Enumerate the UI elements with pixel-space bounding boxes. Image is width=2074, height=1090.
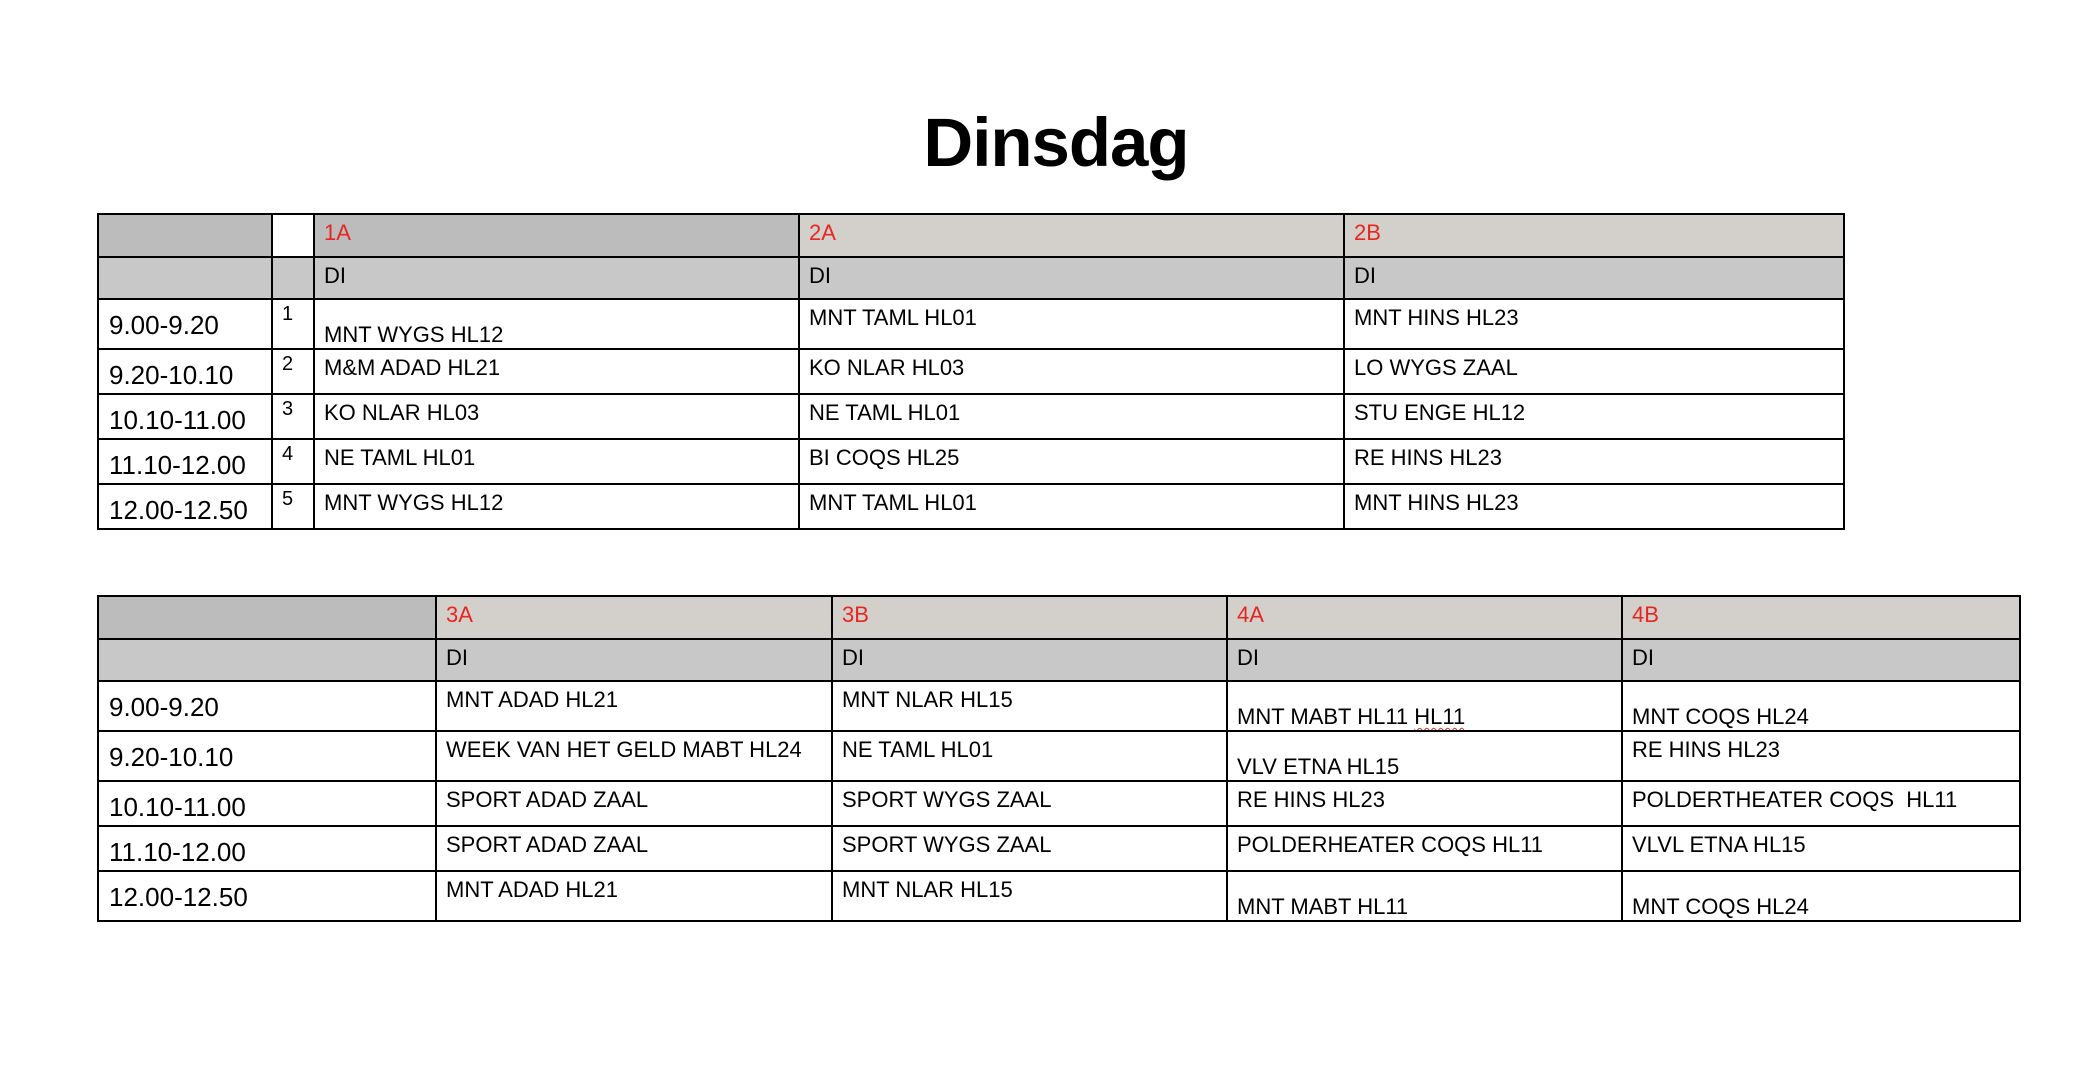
table-row (98, 731, 2020, 781)
lesson-cell: MNT TAML HL01 (799, 484, 1344, 529)
lesson-cell: POLDERHEATER COQS HL11 (1227, 826, 1622, 871)
time-cell: 11.10-12.00 (98, 439, 272, 484)
lesson-cell (1227, 681, 1622, 731)
day-code-cell: DI (832, 639, 1227, 681)
class-header-3a (436, 596, 832, 639)
lesson-cell: RE HINS HL23 (1344, 439, 1844, 484)
header-empty-cell (98, 214, 272, 257)
lesson-cell: POLDERTHEATER COQS HL11 (1622, 781, 2020, 826)
class-header-row (98, 596, 2020, 639)
lesson-cell: MNT HINS HL23 (1344, 299, 1844, 349)
class-header-row (98, 214, 1844, 257)
time-cell: 9.20-10.10 (98, 731, 436, 781)
time-cell: 10.10-11.00 (98, 394, 272, 439)
day-header-row (98, 639, 2020, 681)
lesson-cell: MNT NLAR HL15 (832, 681, 1227, 731)
day-code-cell: DI (1344, 257, 1844, 299)
lesson-cell: VLV ETNA HL15 (1227, 731, 1622, 781)
schedule-table-2 (97, 595, 2021, 922)
lesson-cell: MNT COQS HL24 (1622, 681, 2020, 731)
lesson-cell: NE TAML HL01 (799, 394, 1344, 439)
period-number-cell: 2 (272, 349, 314, 394)
lesson-cell: MNT ADAD HL21 (436, 871, 832, 921)
day-header-row (98, 257, 1844, 299)
header-empty-cell (98, 639, 436, 681)
table-row (98, 299, 1844, 349)
table-row (98, 826, 2020, 871)
lesson-text: MNT MABT HL11 (1237, 704, 1409, 729)
day-code-cell: DI (1622, 639, 2020, 681)
lesson-cell: KO NLAR HL03 (314, 394, 799, 439)
class-label: 4A (1237, 602, 1264, 627)
lesson-cell: BI COQS HL25 (799, 439, 1344, 484)
period-number-cell: 1 (272, 299, 314, 349)
lesson-cell: STU ENGE HL12 (1344, 394, 1844, 439)
day-code-cell: DI (1227, 639, 1622, 681)
time-cell: 11.10-12.00 (98, 826, 436, 871)
class-label: 4B (1632, 602, 1659, 627)
day-code-cell: DI (799, 257, 1344, 299)
lesson-cell: SPORT ADAD ZAAL (436, 826, 832, 871)
header-empty-cell (98, 596, 436, 639)
lesson-cell: LO WYGS ZAAL (1344, 349, 1844, 394)
lesson-cell: RE HINS HL23 (1227, 781, 1622, 826)
lesson-cell: MNT WYGS HL12 (314, 299, 799, 349)
period-number-cell: 5 (272, 484, 314, 529)
lesson-cell: NE TAML HL01 (832, 731, 1227, 781)
class-label: 1A (324, 220, 351, 245)
lesson-cell: MNT WYGS HL12 (314, 484, 799, 529)
header-empty-cell (272, 214, 314, 257)
class-header-3b (832, 596, 1227, 639)
table-row (98, 484, 1844, 529)
header-empty-cell (272, 257, 314, 299)
table-row (98, 439, 1844, 484)
schedule-table-1 (97, 213, 1845, 530)
page-title: Dinsdag (923, 104, 1189, 181)
class-header-4a (1227, 596, 1622, 639)
lesson-cell: NE TAML HL01 (314, 439, 799, 484)
lesson-cell: MNT COQS HL24 (1622, 871, 2020, 921)
lesson-cell: SPORT WYGS ZAAL (832, 781, 1227, 826)
class-label: 2B (1354, 220, 1381, 245)
period-number-cell: 4 (272, 439, 314, 484)
day-code-cell: DI (436, 639, 832, 681)
lesson-cell: KO NLAR HL03 (799, 349, 1344, 394)
class-header-2b (1344, 214, 1844, 257)
lesson-cell: SPORT WYGS ZAAL (832, 826, 1227, 871)
period-number-cell: 3 (272, 394, 314, 439)
class-label: 3B (842, 602, 869, 627)
lesson-cell: WEEK VAN HET GELD MABT HL24 (436, 731, 832, 781)
class-label: 2A (809, 220, 836, 245)
time-cell: 10.10-11.00 (98, 781, 436, 826)
lesson-cell: VLVL ETNA HL15 (1622, 826, 2020, 871)
time-cell: 9.00-9.20 (98, 681, 436, 731)
lesson-cell: SPORT ADAD ZAAL (436, 781, 832, 826)
table-row (98, 871, 2020, 921)
table-row (98, 394, 1844, 439)
time-cell: 12.00-12.50 (98, 484, 272, 529)
lesson-cell: MNT HINS HL23 (1344, 484, 1844, 529)
lesson-cell: M&M ADAD HL21 (314, 349, 799, 394)
lesson-cell: MNT NLAR HL15 (832, 871, 1227, 921)
time-cell: 9.20-10.10 (98, 349, 272, 394)
lesson-cell: RE HINS HL23 (1622, 731, 2020, 781)
lesson-cell: MNT TAML HL01 (799, 299, 1344, 349)
time-cell: 9.00-9.20 (98, 299, 272, 349)
class-header-4b (1622, 596, 2020, 639)
lesson-cell: MNT ADAD HL21 (436, 681, 832, 731)
class-label: 3A (446, 602, 473, 627)
table-row (98, 681, 2020, 731)
day-code-cell: DI (314, 257, 799, 299)
time-cell: 12.00-12.50 (98, 871, 436, 921)
table-row (98, 349, 1844, 394)
lesson-cell: MNT MABT HL11 (1227, 871, 1622, 921)
header-empty-cell (98, 257, 272, 299)
class-header-1a (314, 214, 799, 257)
spellcheck-flagged-text: HL11 (1414, 704, 1466, 729)
class-header-2a (799, 214, 1344, 257)
table-row (98, 781, 2020, 826)
